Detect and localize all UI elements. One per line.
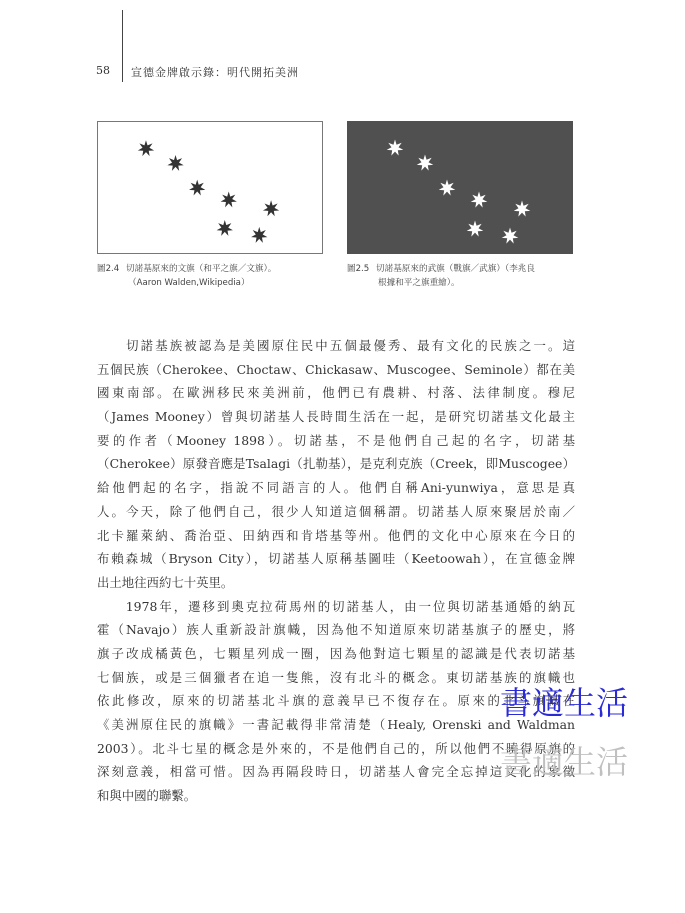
star-icon: [417, 155, 434, 171]
text-line: 國東南部。在歐洲移民來美洲前，他們已有農耕、村落、法律制度。穆尼: [97, 385, 575, 401]
caption-line: 根據和平之旗重繪）。: [378, 278, 460, 288]
text-line: 布賴森城（Bryson City），切諾基人原稱基圖哇（Keetoowah），在宣德金牌: [97, 551, 575, 567]
text-line: 要的作者（Mooney 1898）。切諾基，不是他們自己起的名字，切諾基: [97, 432, 575, 448]
text-line: 和與中國的聯繫。: [97, 788, 197, 804]
star-icon: [167, 155, 183, 171]
caption-line: 切諾基原來的武旗（戰旗／武旗）（李兆良: [376, 264, 535, 274]
peace-flag-stars: [98, 122, 322, 253]
running-title: 宣德金牌啟示錄：明代開拓美洲: [131, 66, 299, 79]
star-icon: [217, 220, 233, 236]
text-line: 出土地往西約七十英里。: [97, 574, 234, 590]
caption-line: （Aaron Walden,Wikipedia）: [128, 278, 250, 288]
watermark-gray: 書適生活: [500, 743, 629, 781]
page-number: 58: [96, 64, 110, 77]
text-line: 深刻意義，相當可惜。因為再隔段時日，切諾基人會完全忘掉這文化的象徵: [97, 764, 575, 780]
text-line: 切諾基族被認為是美國原住民中五個最優秀、最有文化的民族之一。這: [97, 338, 575, 353]
text-line: 《美洲原住民的旗幟》一書記載得非常清楚（Healy, Orenski and Waldman: [97, 717, 575, 732]
text-line: （James Mooney）曾與切諾基人長時間生活在一起，是研究切諾基文化最主: [97, 409, 575, 425]
star-icon: [189, 180, 205, 196]
star-icon: [502, 228, 519, 244]
figure-caption-1: [97, 262, 276, 290]
star-icon: [439, 180, 456, 196]
star-icon: [467, 221, 484, 237]
war-flag-stars: [347, 121, 573, 254]
star-icon: [221, 191, 237, 207]
figure-number: 圖2.4: [97, 264, 120, 274]
caption-line: 切諾基原來的文旗（和平之旗／文旗）。: [126, 264, 277, 274]
text-line: 人。今天，除了他們自己，很少人知道這個稱謂。切諾基人原來聚居於南／: [97, 503, 575, 519]
star-icon: [387, 140, 404, 156]
text-line: 依此修改，原來的切諾基北斗旗的意義早已不復存在。原來的北斗旗幟在: [97, 693, 575, 709]
star-icon: [251, 227, 267, 243]
star-icon: [471, 192, 488, 208]
figure-peace-flag: [97, 121, 323, 254]
star-icon: [263, 200, 279, 216]
star-icon: [514, 201, 531, 217]
text-line: （Cherokee）原發音應是Tsalagi（扎勒基），是克利克族（Creek，即Muscogee）: [97, 456, 575, 472]
text-line: 旗子改成橘黃色，七顆星列成一圈，因為他對這七顆星的認識是代表切諾基: [97, 645, 575, 661]
figure-war-flag: [347, 121, 573, 254]
text-line: 北卡羅萊納、喬治亞、田納西和肯塔基等州。他們的文化中心原來在今日的: [97, 527, 575, 543]
text-line: 1978年，遷移到奧克拉荷馬州的切諾基人，由一位與切諾基通婚的納瓦: [97, 598, 575, 614]
text-line: 霍（Navajo）族人重新設計旗幟，因為他不知道原來切諾基旗子的歷史，將: [97, 622, 575, 638]
text-line: 給他們起的名字，指說不同語言的人。他們自稱Ani-yunwiya，意思是真: [97, 480, 575, 496]
watermark-blue: 書適生活: [500, 684, 629, 722]
text-line: 2003）。北斗七星的概念是外來的，不是他們自己的，所以他們不曉得原旗的: [97, 740, 575, 756]
star-icon: [138, 140, 154, 156]
text-line: 七個族，或是三個獵者在追一隻熊，沒有北斗的概念。東切諾基族的旗幟也: [97, 669, 575, 685]
header-rule: [122, 10, 123, 82]
figure-caption-2: [347, 262, 535, 290]
figure-number: 圖2.5: [347, 264, 370, 274]
text-line: 五個民族（Cherokee、Choctaw、Chickasaw、Muscogee、Seminole）都在美: [97, 361, 575, 377]
